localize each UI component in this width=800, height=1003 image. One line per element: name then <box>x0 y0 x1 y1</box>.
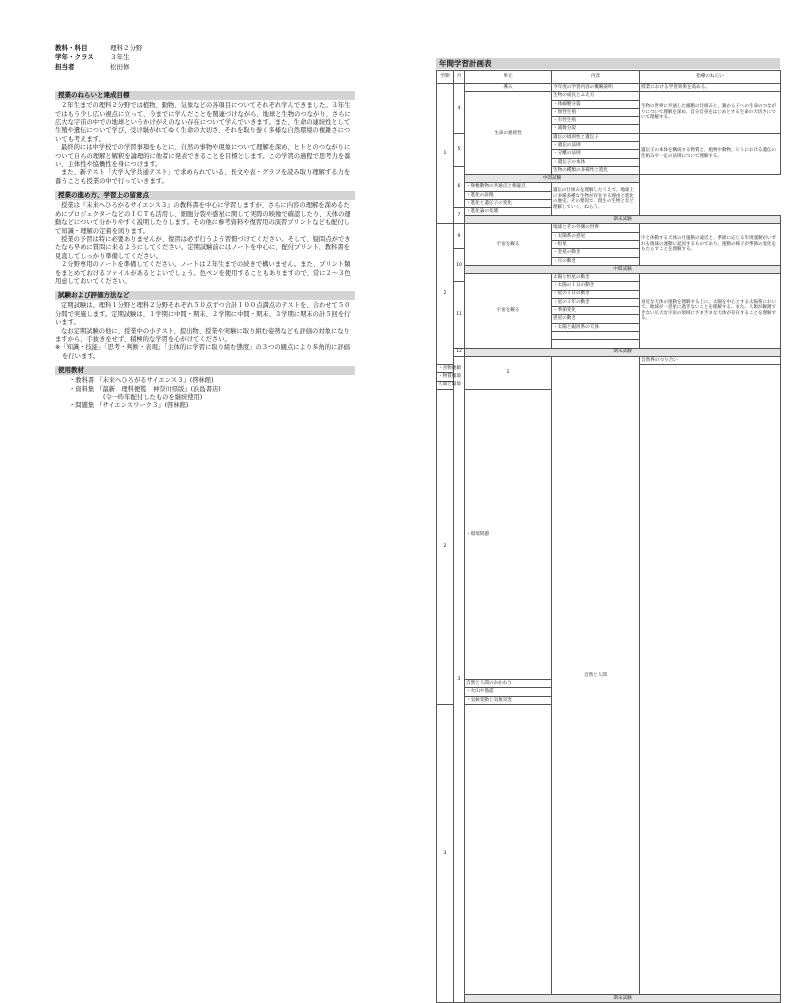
content-cell: ・ 物質循環 <box>437 373 454 381</box>
content-cell: ・ 体細胞分裂 <box>552 100 640 108</box>
content-cell: 遺伝の規則性と遺伝子 <box>552 133 640 141</box>
month-cell: 1 <box>465 356 552 389</box>
material-workbook: ・問題集 『サイエンスワーク３』(啓林館) <box>69 402 189 410</box>
header-month: 月 <box>454 71 465 84</box>
month-cell: 11 <box>454 282 465 348</box>
method-heading: 授業の進め方、学習上の留意点 <box>55 191 355 200</box>
month-cell: 9 <box>454 224 465 249</box>
materials-list <box>55 377 355 411</box>
content-cell <box>552 332 640 340</box>
aim-cell: 遺伝子の本体を構成する物質と、植物や動物、ヒトにおける遺伝の仕組みや一定の法則について理解する。 <box>640 133 781 174</box>
content-cell: ・ 火山や地震 <box>465 688 552 696</box>
material-reference-note: (令一昨年配付したものを継続使用) <box>103 394 203 401</box>
aim-cell: 宇と体動する天体の月運動の遠近と、季節に応じる年周運動がいずれも地球の運動に起因するものであり、運動の様子が季節の変化をもたらすことを理解する。 <box>640 224 781 265</box>
subject-value: 理科２分野 <box>110 44 143 52</box>
table-row <box>437 92 781 100</box>
exam-row <box>437 265 781 273</box>
header-term: 学期 <box>437 71 454 84</box>
content-cell: ・ 金星の動き <box>552 249 640 257</box>
aim-cell: 身近な天体の運動を理解する上に、太陽を中心とする太陽系において、地球が一惑星に過ぎないことを理解する。また、人類が観測できない広大な宇宙の領域にさまざまな天体が存在することを理解する。 <box>640 273 781 348</box>
aim-cell: 生物の世界に共通した細胞の仕組みと、親から子への生命のつながりについて理解を深め、自分自身をはじめとする生命の大切さについて理解する。 <box>640 92 781 133</box>
goals-heading: 授業のねらいと達成目標 <box>55 91 355 100</box>
content-cell: ・ 太陽と銀河系の天体 <box>552 323 640 331</box>
term-cell: 3 <box>454 356 465 1003</box>
unit-cell: 自然と人間 <box>552 356 640 995</box>
content-cell: ・ 気候変動と気象災害 <box>465 696 552 704</box>
content-cell: 今年度の学習内容の概略説明 <box>552 84 640 92</box>
exam-label: 中間試験 <box>465 265 781 273</box>
material-reference: ・資料集 『最新 理科便覧 神奈川県版』(浜島書店) <box>69 385 221 393</box>
content-cell <box>552 340 640 348</box>
materials-heading: 使用教材 <box>55 366 355 375</box>
content-cell: 人間と環境 <box>438 382 461 388</box>
exam-row <box>437 995 781 1003</box>
annual-plan-title: 年間学習計画表 <box>436 58 780 69</box>
content-cell: ・ 分離の法則 <box>552 150 640 158</box>
table-row <box>437 273 781 281</box>
content-cell: ・ 減数分裂 <box>552 125 640 133</box>
content-cell: ・ 遺伝の法則 <box>552 142 640 150</box>
teacher-label: 担当者 <box>55 62 75 71</box>
content-cell: ・ 有性生殖 <box>552 117 640 125</box>
content-cell: 太陽と恒星の動き <box>552 273 640 281</box>
content-cell: ・ 星の１日の動き <box>552 290 640 298</box>
content-cell: ・ 進化の証拠 <box>465 191 552 199</box>
exam-label: 期末試験 <box>465 348 781 356</box>
course-meta <box>55 44 355 71</box>
table-row <box>437 183 781 191</box>
method-paragraph-2: 授業の予習は特に必要ありませんが、復習は必ず行うよう習慣づけてください。そして、疑問点ができたなら早めに質問に来るようにしてください。定期試験前にはノートを中心に、配付プリント、教科書を見直してしっかり準備してください。 <box>55 235 351 260</box>
month-cell: 7 <box>454 208 465 224</box>
subject-label: 教科・科目 <box>55 44 88 52</box>
syllabus-left-column <box>55 44 355 411</box>
content-cell: ・ 季節変化 <box>552 307 640 315</box>
content-cell: ・ 無性生殖 <box>552 108 640 116</box>
content-cell: ・ 月の動き <box>552 257 640 265</box>
unit-cell: 宇宙を観る <box>465 273 552 348</box>
unit-cell: 導入 <box>465 84 552 92</box>
goals-paragraph-1: ２年生までの理科２分野では植物、動物、気象などの各項目についてそれぞれ学んできました。３年生ではもう少し広い視点に立って、今までに学んだことを関連づけながら、地球と生物のつながり、さらに広大な宇宙の中での地球というかけがえのない存在について学んでいきます。また、生命の連続性として生殖や遺伝について学び、受け継がれてゆく生命の大切さ、それを取り巻く多様な自然環境の複雑さについても考えます。 <box>55 102 351 143</box>
class-value: ３年生 <box>110 53 130 62</box>
term-cell: 2 <box>437 224 454 364</box>
annual-plan-table <box>436 70 781 1003</box>
header-content: 内容 <box>552 71 640 84</box>
content-cell: ・ 脊椎動物の共通点と相違点 <box>465 183 552 191</box>
exam-label: 期末試験 <box>465 995 781 1003</box>
header-aim: 指導のねらい <box>640 71 781 84</box>
exam-row <box>437 216 781 224</box>
content-cell: ・ 太陽の１日の動き <box>552 282 640 290</box>
unit-cell: 生命の連続性 <box>465 92 552 175</box>
month-cell: 12 <box>454 348 465 356</box>
method-paragraph-1: 授業は『未来へひろがるサイエンス３』の教科書を中心に学習しますが、さらに内容の理解を深めるためにプロジェクターなどのＩＣＴも活用し、細胞分裂や惑星に関して実際の映像で確認したり、天体の運動などについて分かりやすく説明したりします。その他に参考資料や復習用の演習プリントなども配付して知識・理解の定着を図ります。 <box>55 202 351 235</box>
goals-paragraph-2: 最終的には中学校での学習事項をもとに、自然の事物や現象について理解を深め、ヒトとのつながりについて自らの理解と解釈を論理的に他者に発表できることを目標とします。この学習の過程で思考力を養い、主体性や協働性を身につけます。 <box>55 144 351 169</box>
method-paragraph-3: ２分野専用のノートを準備してください。ノートは２年生までの続きで構いません。また、プリント類をまとめておけるファイルがあるとよいでしょう。色ペンを使用することもありますので、常に２～３色用意しておいてください。 <box>55 261 351 285</box>
content-cell: ・ 遺伝子の本体 <box>552 158 640 166</box>
month-cell: 4 <box>454 84 465 134</box>
content-cell: 生物の成長とふえ方 <box>552 92 640 100</box>
content-cell: ・ 食物連鎖 <box>437 364 454 372</box>
aim-cell: 授業における学習効果を高める。 <box>640 84 781 92</box>
plan-header-row <box>437 71 781 84</box>
eval-note: ※「知識・技能」「思考・判断・表現」「主体的に学習に取り組む態度」の３つの観点により多角的に評価を行います。 <box>55 344 350 360</box>
eval-paragraph-1: 定期試験は、理科１分野と理科２分野それぞれ５０点ずつ合計１００点満点のテストを、合わせて５０分間で実施します。定期試験は、１学期に中間・期末、２学期に中間・期末、３学期に期末の計５回を行います。 <box>55 302 351 327</box>
table-row <box>437 84 781 92</box>
class-label: 学年・クラス <box>55 53 94 62</box>
goals-paragraph-3: また、新テスト「大学入学共通テスト」で求められている、長文や表・グラフを読み取り理解する力を養うことも授業の中で行っていきます。 <box>55 169 351 185</box>
content-cell: 自然と人間のかかわり <box>465 680 552 688</box>
content-cell: ・ 進化論の変遷 <box>465 208 552 216</box>
aim-cell: 遺伝の仕組みを理解したうえで、地球上に多様多種な生物が存在する理由と進化の歴史、その要因で、現生の生物となど理解していく、ねらう。 <box>552 183 640 216</box>
table-row <box>437 224 781 232</box>
table-row <box>437 356 781 364</box>
month-cell: 10 <box>454 249 465 282</box>
month-cell: 5 <box>454 133 465 166</box>
eval-paragraph-2: なお定期試験の他に、授業中の小テスト、提出物、授業や実験に取り組む姿勢なども評価の対象になりますから、手抜きをせず、積極的な学習を心がけてください。 <box>55 327 350 343</box>
month-cell: 6 <box>454 166 465 207</box>
exam-label: 期末試験 <box>465 216 781 224</box>
content-cell: 生物の種類の多様性と進化 <box>552 166 640 174</box>
content-cell <box>465 704 552 994</box>
header-unit: 単元 <box>465 71 552 84</box>
content-cell: ・ 進化と遺伝子の変化 <box>465 199 552 207</box>
content-cell: ・ 恒星 <box>552 241 640 249</box>
exam-label: 中間試験 <box>465 175 640 183</box>
eval-heading: 試験および評価方法など <box>55 291 355 300</box>
material-textbook: ・教科書 『未来へひろがるサイエンス３』(啓林館) <box>69 377 214 385</box>
exam-row <box>437 175 781 183</box>
content-cell: ・ 環境問題 <box>465 389 552 679</box>
content-cell: ・ 星の１年の動き <box>552 298 640 306</box>
unit-cell: 宇宙を観る <box>465 224 552 265</box>
annual-plan <box>436 58 780 1003</box>
content-cell: ・ 太陽系の惑星 <box>552 232 640 240</box>
content-cell: 惑星の動き <box>552 315 640 323</box>
exam-row <box>437 348 781 356</box>
content-cell: 地球とその外側の世界 <box>552 224 640 232</box>
term-cell: 1 <box>437 84 454 224</box>
month-cell: 2 <box>437 389 454 704</box>
month-cell: 3 <box>437 704 454 1002</box>
teacher-value: 松田修 <box>110 62 130 71</box>
content-cell: 自然界のつり合い <box>640 356 781 364</box>
